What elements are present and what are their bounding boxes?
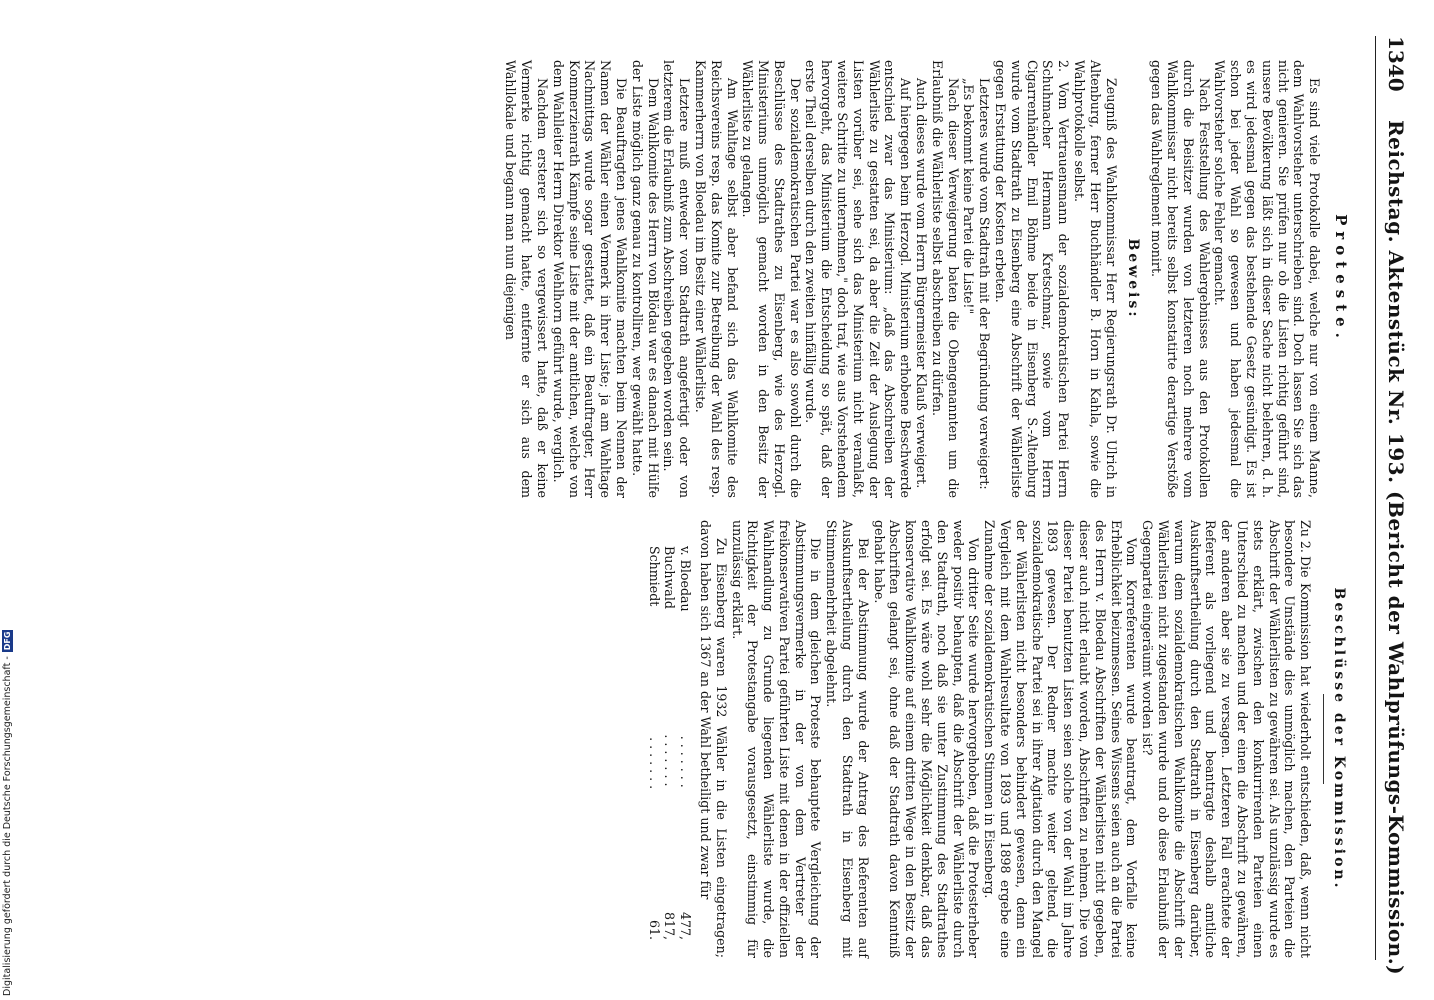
paragraph: Die in dem gleichen Proteste behauptete Vergleichung der Abstimmungsvermerke in der von dem Vertreter der freikonservativen Partei geführten Liste mit denen in der offiziellen Wahlhandlung zu Grunde liegenden Wählerliste wurde, die Richtigkeit der Protestangabe vorausgesetzt, einstimmig für unzulässig erklärt. xyxy=(729,520,824,958)
header-rule xyxy=(1375,36,1376,960)
paragraph: Die Beauftragten jenes Wahlkomite machten beim Nennen der Namen der Wähler einen Vermerk in ihrer Liste; ja am Wahltage Nachmittags wurde sogar gestattet, daß ein Beauftragter, Herr Kommerzienrath Kämpfe seine Liste mit der amtlichen, welche von dem Wahlleiter Herrn Direktor Wehlhorn geführt wurde, verglich. xyxy=(550,60,629,498)
dfg-logo[interactable]: DFG xyxy=(3,631,12,651)
paragraph: Zeugniß des Wahlkommissar Herr Regierungsrath Dr. Ulrich in Altenburg, ferner Herr Buchhändler B. Horn in Kahla, sowie die Wahlprotokolle selbst. xyxy=(1072,60,1119,498)
beweis-heading: Beweis: xyxy=(1125,238,1142,320)
paragraph: Nachdem ersterer sich so vergewissert hatte, daß er keine Vermerke richtig gemacht hatte, entfernte er sich aus dem Wahllokale und begann man nun diejenigen xyxy=(503,60,550,498)
point-paragraph: Zu 2.Die Kommission hat wiederholt entschieden, daß, wenn nicht besondere Umstände dies unmöglich machen, den Parteien die Abschrift der Wählerlisten zu gewähren sei. Als unzulässig wurde es stets erklärt, zwischen den konkurrirenden Parteien einen Unterschied zu machen und der einen die Abschrift zu gewähren, der anderen aber sie zu versagen. Letzteren Fall erachtete der Referent als vorliegend und beantragte deshalb amtliche Auskunftsertheilung durch den Stadtrath in Eisenberg darüber, warum dem sozialdemokratischen Wahlkomite die Abschrift der Wählerlisten nicht zugestanden wurde und ob diese Erlaubniß der Gegenpartei eingeräumt worden ist? xyxy=(1140,520,1314,958)
zu-label: Zu 2. xyxy=(1298,520,1314,553)
paragraph: Nach Feststellung des Wahlergebnisses aus den Protokollen durch die Beisitzer wurden von letzteren noch mehrere vom Wahlkommissar nicht bereits selbst konstatirte derartige Verstöße gegen das Wahlreglement monirt. xyxy=(1149,60,1212,498)
heading-rule xyxy=(1323,694,1324,784)
paragraph: Bei der Abstimmung wurde der Antrag des Referenten auf Auskunftsertheilung durch den Stadtrath in Eisenberg mit Stimmenmehrheit abgelehnt. xyxy=(824,520,871,958)
vote-row: v. Bloedau . . . . . . . 477, xyxy=(678,546,694,940)
paragraph: Auch dieses wurde vom Herrn Bürgermeister Klauß verweigert. xyxy=(914,78,930,489)
paragraph: Es sind viele Protokolle dabei, welche nur von einem Manne, dem Wahlvorsteher unterschrieben sind. Doch lassen Sie sich das nicht genieren. Sie prüfen nur ob die Listen richtig geführt sind, unsere Bevölkerung läßt sich in dieser Sache nicht belehren, d. h. es wird jedesmal gegen das bestehende Gesetz gesündigt. Es ist schon bei jeder Wahl so gewesen und haben jedesmal die Wahlvorsteher solche Fehler gemacht. xyxy=(1212,60,1323,498)
page-title: Reichstag. Aktenstück Nr. 193. (Bericht der Wahlprüfungs-Kommission.) xyxy=(1384,120,1408,976)
vote-table xyxy=(646,520,693,958)
vote-row: Schmiedt . . . . . . . 61. xyxy=(646,546,662,940)
paragraph: Am Wahltage selbst aber befand sich das Wahlkomite des Reichsvereins resp. das Komite zur Betreibung der Wahl des resp. Kammerherrn von Bloedau im Besitz einer Wählerliste. xyxy=(692,60,740,498)
beschluesse-heading: Beschlüsse der Kommission. xyxy=(1331,587,1347,891)
left-column xyxy=(503,60,1354,498)
right-column xyxy=(646,520,1354,958)
paragraph: Letzteres wurde vom Stadtrath mit der Begründung verweigert: xyxy=(977,78,993,490)
point-number: 2. xyxy=(1056,60,1072,73)
paragraph: Letztere muß entweder vom Stadtrath angefertigt oder von letzterem die Erlaubniß zum Abschreiben gegeben worden sein. xyxy=(661,60,693,498)
paragraph: Der sozialdemokratischen Partei war es also sowohl durch die Beschlüsse des Stadtrathes zu Eisenberg, wie des Herzogl. Ministeriums unmöglich gemacht worden in den Besitz der Wählerliste zu gelangen. xyxy=(740,60,803,498)
footer-text: Digitalisierung gefördert durch die Deutsche Forschungsgemeinschaft - xyxy=(2,656,13,996)
paragraph: Vom Korreferenten wurde beantragt, dem Vorfalle keine Erheblichkeit beizumessen. Seines Wissens seien auch an die Partei des Herrn v. Bloedau Abschriften der Wählerlisten nicht gegeben, dieser auch nicht erlaubt worden, Abschriften zu nehmen. Die von dieser Partei benutzten Listen seien solche von der Wahl im Jahre 1893 gewesen. Der Redner machte weiter geltend, die sozialdemokratische Partei sei in ihrer Agitation durch den Mangel der Wählerlisten nicht besonders behindert gewesen, denn ein Vergleich mit dem Wahlresultate von 1893 und 1898 ergebe eine Zunahme der sozialdemokratischen Stimmen in Eisenberg. xyxy=(982,520,1140,958)
paragraph: Zu Eisenberg waren 1932 Wähler in die Listen eingetragen; davon haben sich 1367 an der Wahl betheiligt und zwar für xyxy=(697,520,729,958)
proteste-heading: Proteste. xyxy=(1332,214,1350,344)
page-number: 1340 xyxy=(1384,36,1408,92)
point-paragraph: 2.Vom Vertrauensmann der sozialdemokratischen Partei Herrn Schuhmacher Hermann Kretschmar, sowie vom Herrn Cigarrenhändler Emil Böhme beide in Eisenberg S.-Altenburg wurde vom Stadtrath zu Eisenberg eine Abschrift der Wählerliste gegen Erstattung der Kosten erbeten. xyxy=(993,60,1072,498)
paragraph: „Es bekommt keine Partei die Liste!" xyxy=(961,78,977,315)
paragraph: Nach dieser Verweigerung baten die Obengenannten um die Erlaubniß die Wählerliste selbst abschreiben zu dürfen. xyxy=(929,60,961,498)
vote-row: Buchwald . . . . . . . 817, xyxy=(662,546,678,940)
footer-credit xyxy=(2,0,18,1000)
paragraph: Von dritter Seite wurde hervorgehoben, daß die Protesterheber weder positiv behaupten, daß die Abschrift der Wählerliste durch den Stadtrath, noch daß sie unter Zustimmung des Stadtrathes erfolgt sei. Es wäre wohl sehr die Möglichkeit denkbar, daß das konservative Wahlkomite auf einem dritten Wege in den Besitz der Abschriften gelangt sei, ohne daß der Stadtrath davon Kenntniß gehabt habe. xyxy=(871,520,982,958)
paragraph: Dem Wahlkomite des Herrn von Blödau war es danach mit Hülfe der Liste möglich ganz genau zu kontrolliren, wer gewählt hatte. xyxy=(629,60,661,498)
paragraph: Auf hiergegen beim Herzogl. Ministerium erhobene Beschwerde entschied zwar das Ministerium: „daß das Abschreiben der Wählerliste zu gestatten sei, da aber die Zeit der Auslegung der Listen vorüber sei, sehe sich das Ministerium nicht veranlaßt, weitere Schritte zu unternehmen," doch traf, wie aus Vorstehendem hervorgeht, das Ministerium die Entscheidung so spät, daß der erste Theil derselben durch den zweiten hinfällig wurde. xyxy=(803,60,914,498)
